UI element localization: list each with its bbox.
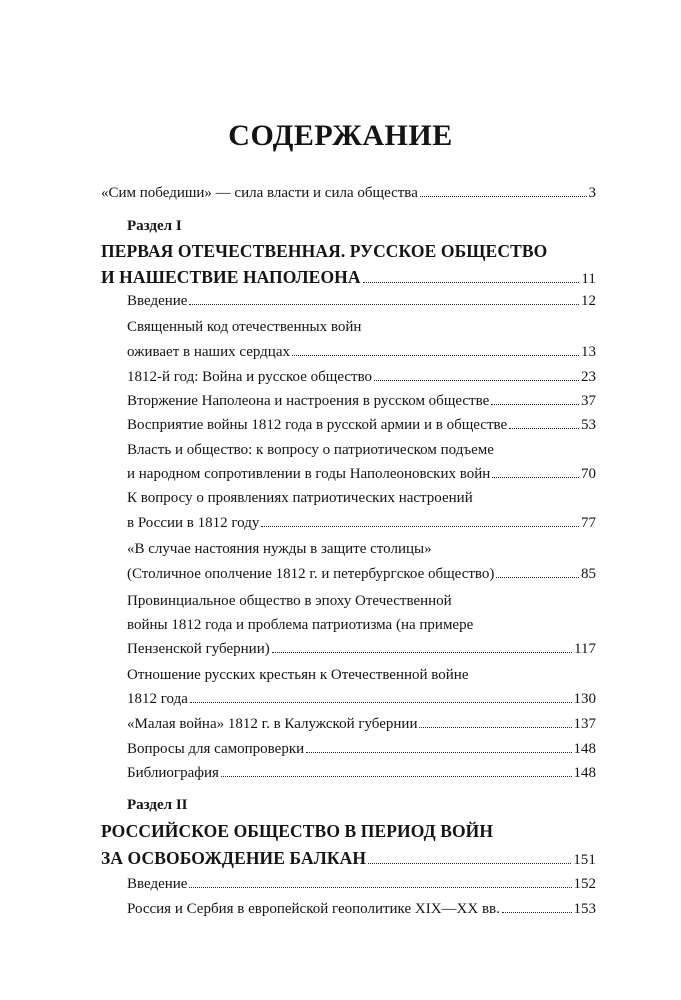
page-number: 130 — [573, 691, 596, 707]
page-number: 85 — [581, 566, 596, 582]
section-title — [101, 238, 596, 264]
toc-entry-line[interactable] — [127, 614, 596, 636]
toc-entry[interactable] — [127, 366, 596, 388]
toc-entry[interactable] — [127, 414, 596, 436]
dot-leader — [419, 726, 571, 728]
entry-title: К вопросу о проявлениях патриотических настроений — [127, 490, 473, 506]
toc-entry[interactable] — [127, 463, 596, 485]
dot-leader — [189, 886, 571, 888]
section-title-line: ЗА ОСВОБОЖДЕНИЕ БАЛКАН — [101, 848, 367, 868]
page-number: 37 — [581, 393, 596, 409]
dot-leader — [363, 281, 580, 283]
entry-title: Отношение русских крестьян к Отечественной войне — [127, 667, 469, 683]
entry-title: Священный код отечественных войн — [127, 319, 362, 335]
dot-leader — [492, 476, 579, 478]
toc-entry-line[interactable] — [127, 664, 596, 686]
page-number: 3 — [588, 185, 596, 201]
page-number: 151 — [573, 852, 596, 868]
entry-title: 1812 года — [127, 691, 188, 707]
toc-entry[interactable] — [127, 762, 596, 784]
entry-title: войны 1812 года и проблема патриотизма (на примере — [127, 617, 474, 633]
section-label: Раздел II — [127, 797, 188, 813]
entry-title: и народном сопротивлении в годы Наполеоновских войн — [127, 466, 491, 482]
dot-leader — [306, 751, 571, 753]
toc-entry[interactable] — [127, 563, 596, 585]
dot-leader — [368, 862, 571, 864]
toc-entry[interactable] — [127, 873, 596, 895]
section-title-line: РОССИЙСКОЕ ОБЩЕСТВО В ПЕРИОД ВОЙН — [101, 821, 494, 841]
toc-entry[interactable] — [127, 512, 596, 534]
dot-leader — [374, 379, 579, 381]
dot-leader — [491, 403, 579, 405]
dot-leader — [420, 195, 587, 197]
section-label: Раздел I — [127, 218, 182, 234]
toc-entry[interactable] — [127, 713, 596, 735]
toc-entry[interactable] — [127, 738, 596, 760]
toc-entry[interactable] — [127, 290, 596, 312]
toc-entry-section-2[interactable] — [101, 845, 596, 871]
dot-leader — [496, 576, 579, 578]
entry-title: Введение — [127, 876, 188, 892]
entry-title: оживает в наших сердцах — [127, 344, 290, 360]
page-number: 70 — [581, 466, 596, 482]
entry-title: (Столичное ополчение 1812 г. и петербургское общество) — [127, 566, 495, 582]
entry-title: Вопросы для самопроверки — [127, 741, 305, 757]
dot-leader — [509, 427, 579, 429]
entry-title: «Сим победиши» — сила власти и сила общества — [101, 185, 418, 201]
dot-leader — [221, 775, 572, 777]
toc-entry[interactable] — [127, 390, 596, 412]
dot-leader — [272, 651, 572, 653]
entry-title: Введение — [127, 293, 188, 309]
page-number: 148 — [573, 765, 596, 781]
section-title-line: И НАШЕСТВИЕ НАПОЛЕОНА — [101, 267, 361, 287]
page-number: 152 — [573, 876, 596, 892]
dot-leader — [261, 525, 579, 527]
page-number: 12 — [581, 293, 596, 309]
entry-title: Власть и общество: к вопросу о патриотическом подъеме — [127, 442, 494, 458]
entry-title: Вторжение Наполеона и настроения в русском обществе — [127, 393, 490, 409]
toc-entry[interactable] — [127, 688, 596, 710]
entry-title: Пензенской губернии) — [127, 641, 270, 657]
toc-entry[interactable] — [127, 341, 596, 363]
dot-leader — [292, 354, 579, 356]
entry-title: «В случае настояния нужды в защите столицы» — [127, 541, 432, 557]
page-number: 153 — [573, 901, 596, 917]
toc-entry-line[interactable] — [127, 487, 596, 509]
toc-entry[interactable] — [127, 898, 596, 920]
section-title — [101, 818, 596, 844]
entry-title: Провинциальное общество в эпоху Отечественной — [127, 593, 452, 609]
entry-title: Восприятие войны 1812 года в русской армии и в обществе — [127, 417, 508, 433]
page-number: 137 — [573, 716, 596, 732]
dot-leader — [189, 303, 579, 305]
section-title-line: ПЕРВАЯ ОТЕЧЕСТВЕННАЯ. РУССКОЕ ОБЩЕСТВО — [101, 241, 548, 261]
toc-entry-line[interactable] — [127, 316, 596, 338]
toc-entry-line[interactable] — [127, 538, 596, 560]
entry-title: в России в 1812 году — [127, 515, 260, 531]
page-number: 13 — [581, 344, 596, 360]
toc-entry-line[interactable] — [127, 439, 596, 461]
page-number: 77 — [581, 515, 596, 531]
entry-title: 1812-й год: Война и русское общество — [127, 369, 373, 385]
page-number: 148 — [573, 741, 596, 757]
page-title: СОДЕРЖАНИЕ — [228, 119, 453, 152]
toc-entry-intro[interactable] — [101, 182, 596, 204]
page-number: 53 — [581, 417, 596, 433]
entry-title: Россия и Сербия в европейской геополитике XIX—XX вв. — [127, 901, 500, 917]
entry-title: «Малая война» 1812 г. в Калужской губернии — [127, 716, 418, 732]
dot-leader — [502, 911, 572, 913]
page-number: 11 — [581, 271, 596, 287]
dot-leader — [190, 701, 572, 703]
toc-entry-section-1[interactable] — [101, 264, 596, 290]
toc-entry[interactable] — [127, 638, 596, 660]
entry-title: Библиография — [127, 765, 219, 781]
page-number: 117 — [574, 641, 596, 657]
page-number: 23 — [581, 369, 596, 385]
toc-entry-line[interactable] — [127, 590, 596, 612]
